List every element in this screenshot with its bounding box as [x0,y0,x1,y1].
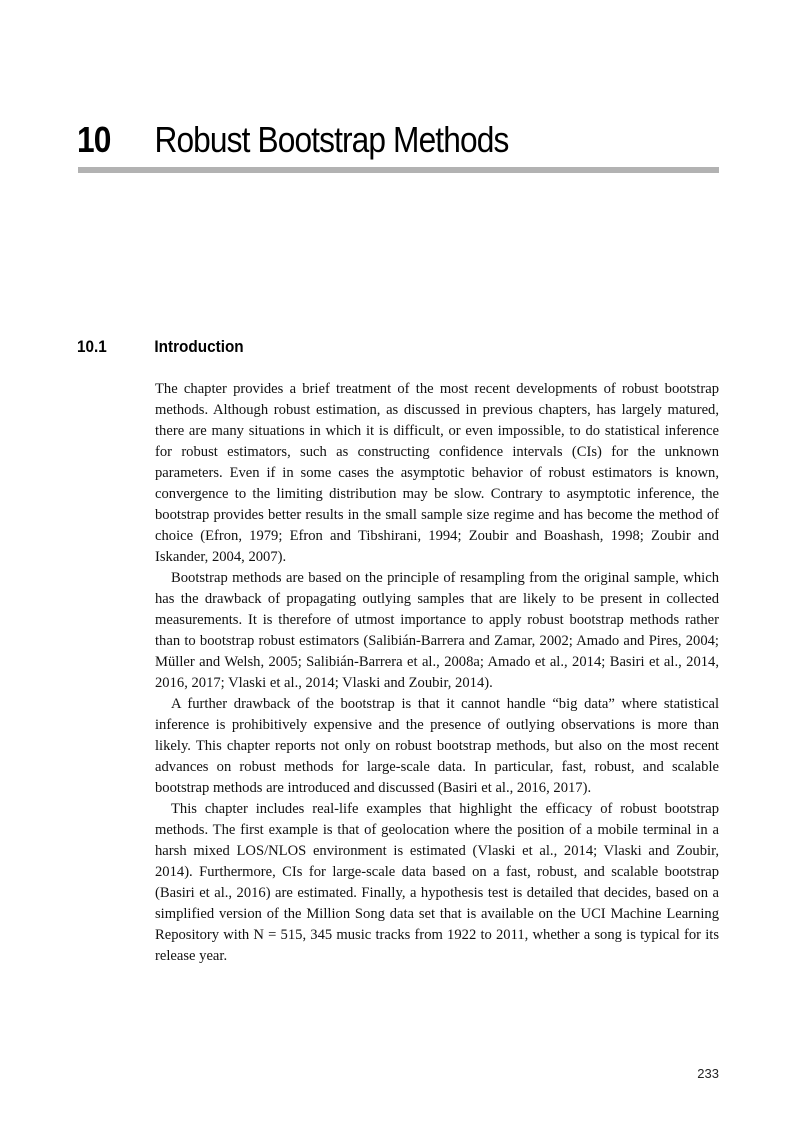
chapter-title: Robust Bootstrap Methods [154,119,509,160]
paragraph-1: The chapter provides a brief treatment of the most recent developments of robust bootstrap methods. Although robust estimation, as discussed in previous chapters, has largely matured, there are many situations in which it is difficult, or even impossible, to do statistical inference for robust estimators, such as constructing confidence intervals (CIs) for the unknown parameters. Even if in some cases the asymptotic behavior of robust estimators is known, convergence to the limiting distribution may be slow. Contrary to asymptotic inference, the bootstrap provides better results in the small sample size regime and has become the method of choice (Efron, 1979; Efron and Tibshirani, 1994; Zoubir and Boashash, 1998; Zoubir and Iskander, 2004, 2007). [155,381,719,565]
section-heading [77,336,437,358]
paragraph-3: A further drawback of the bootstrap is that it cannot handle “big data” where statistical inference is prohibitively expensive and the presence of outlying observations is more than likely. This chapter reports not only on robust bootstrap methods, but also on the most recent advances on robust methods for large-scale data. In particular, fast, robust, and scalable bootstrap methods are introduced and discussed (Basiri et al., 2016, 2017). [155,696,719,796]
section-title: Introduction [154,337,244,356]
chapter-heading [77,118,642,162]
chapter-number: 10 [77,119,111,160]
page-number: 233 [697,1066,719,1081]
section-number: 10.1 [77,337,107,356]
body-text [155,379,719,967]
chapter-rule [78,167,719,173]
paragraph-4: This chapter includes real-life examples that highlight the efficacy of robust bootstrap methods. The first example is that of geolocation where the position of a mobile terminal in a harsh mixed LOS/NLOS environment is estimated (Vlaski et al., 2014; Vlaski and Zoubir, 2014). Furthermore, CIs for large-scale data based on a fast, robust, and scalable bootstrap (Basiri et al., 2016) are estimated. Finally, a hypothesis test is detailed that decides, based on a simplified version of the Million Song data set that is available on the UCI Machine Learning Repository with N = 515, 345 music tracks from 1922 to 2011, whether a song is typical for its release year. [155,801,719,964]
paragraph-2: Bootstrap methods are based on the principle of resampling from the original sample, which has the drawback of propagating outlying samples that are likely to be present in collected measurements. It is therefore of utmost importance to apply robust bootstrap methods rather than to bootstrap robust estimators (Salibián-Barrera and Zamar, 2002; Amado and Pires, 2004; Müller and Welsh, 2005; Salibián-Barrera et al., 2008a; Amado et al., 2014; Basiri et al., 2014, 2016, 2017; Vlaski et al., 2014; Vlaski and Zoubir, 2014). [155,570,719,691]
